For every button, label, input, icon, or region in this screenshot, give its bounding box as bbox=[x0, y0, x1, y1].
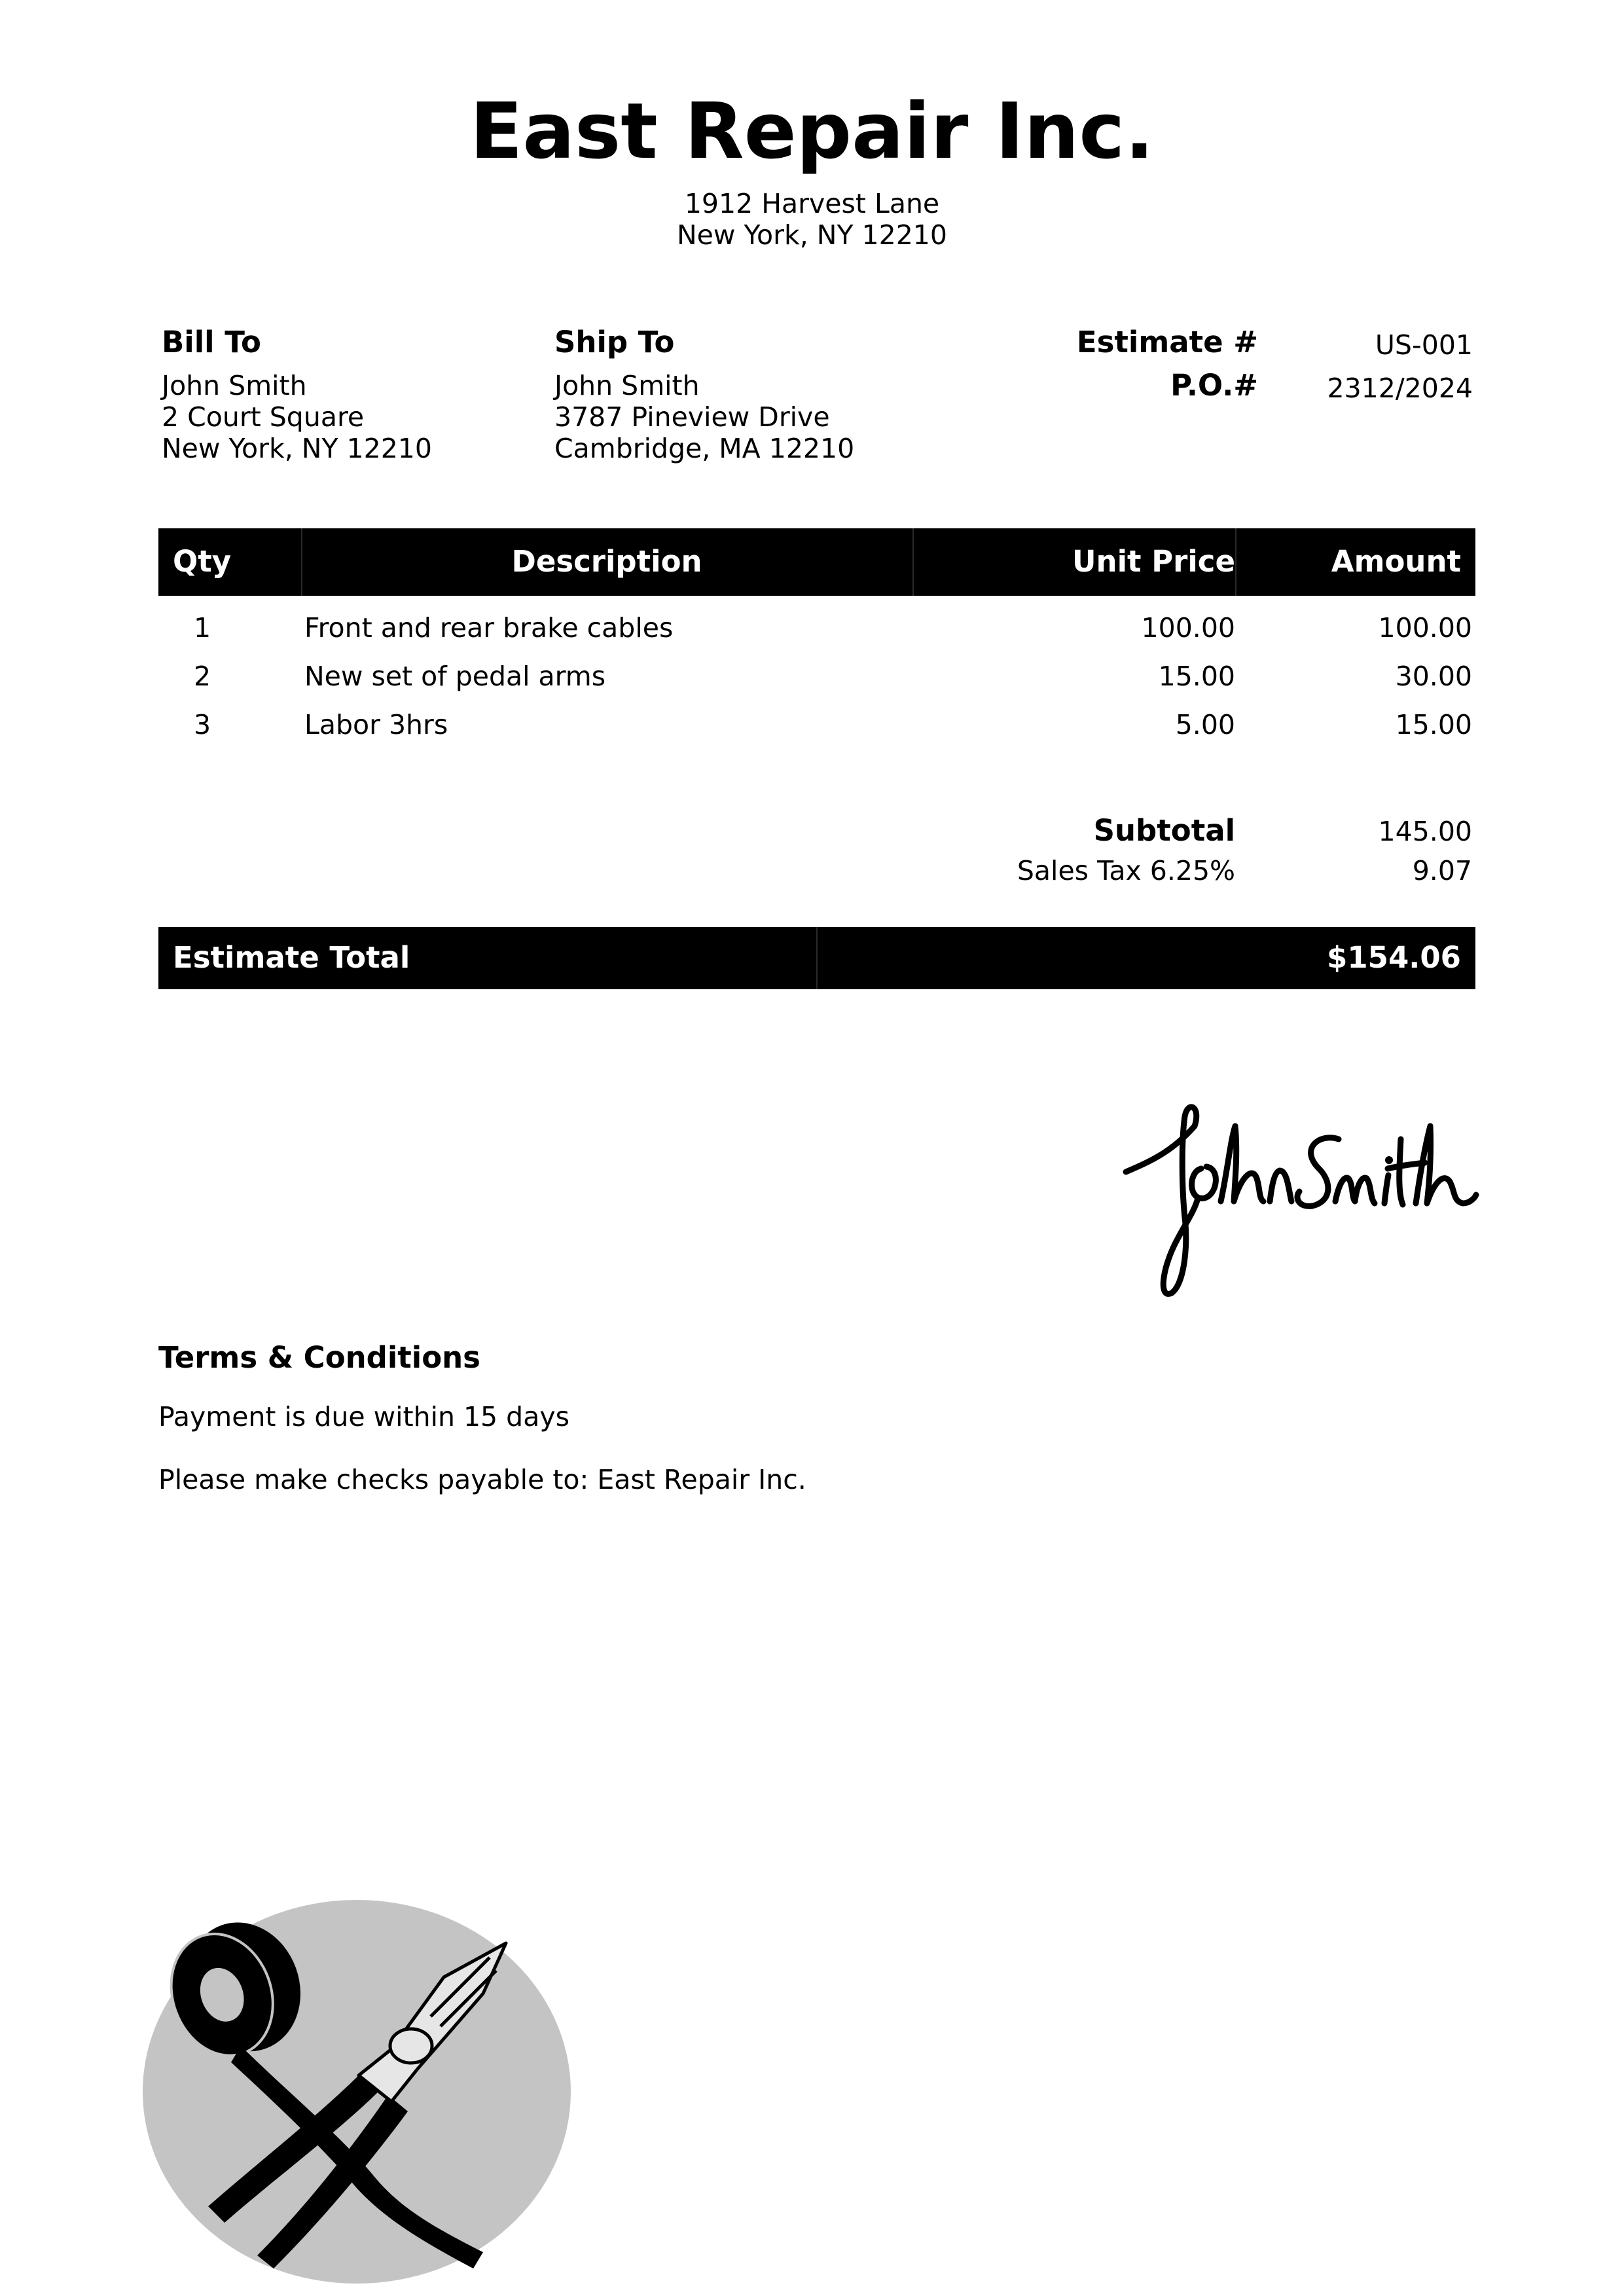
sales-tax-value: 9.07 bbox=[1412, 855, 1472, 886]
company-name: East Repair Inc. bbox=[469, 86, 1155, 176]
estimate-number-value: US-001 bbox=[1375, 329, 1473, 361]
terms-line2: Please make checks payable to: East Repair Inc. bbox=[158, 1464, 806, 1495]
row-unit-price: 100.00 bbox=[1141, 612, 1235, 644]
ship-to-block bbox=[554, 324, 854, 464]
row-amount: 15.00 bbox=[1395, 709, 1472, 740]
tape-and-pliers-icon bbox=[143, 1899, 571, 2285]
ship-to-heading: Ship To bbox=[554, 325, 675, 359]
ship-to-line2: Cambridge, MA 12210 bbox=[554, 433, 855, 464]
signature-graphic bbox=[1123, 1087, 1479, 1309]
row-unit-price: 5.00 bbox=[1175, 709, 1235, 740]
row-qty: 2 bbox=[193, 661, 211, 692]
bill-to-line1: 2 Court Square bbox=[162, 401, 365, 433]
signature bbox=[1123, 1087, 1479, 1309]
company-address-line1: 1912 Harvest Lane bbox=[684, 188, 940, 219]
row-description: New set of pedal arms bbox=[304, 661, 606, 692]
terms-line1: Payment is due within 15 days bbox=[158, 1401, 569, 1432]
row-amount: 100.00 bbox=[1378, 612, 1472, 644]
po-number-label: P.O.# bbox=[1170, 368, 1258, 403]
header-unit-price: Unit Price bbox=[1072, 544, 1235, 579]
subtotal-label: Subtotal bbox=[1093, 813, 1235, 848]
row-description: Labor 3hrs bbox=[304, 709, 448, 740]
row-description: Front and rear brake cables bbox=[304, 612, 674, 644]
row-amount: 30.00 bbox=[1395, 661, 1472, 692]
ship-to-name: John Smith bbox=[554, 370, 700, 401]
company-address-line2: New York, NY 12210 bbox=[677, 219, 947, 251]
row-unit-price: 15.00 bbox=[1158, 661, 1235, 692]
estimate-total-bar bbox=[158, 927, 1475, 989]
ship-to-line1: 3787 Pineview Drive bbox=[554, 401, 830, 433]
header-qty: Qty bbox=[173, 544, 232, 579]
terms-heading: Terms & Conditions bbox=[158, 1340, 480, 1375]
company-logo bbox=[143, 1899, 571, 2285]
row-qty: 3 bbox=[193, 709, 211, 740]
po-number-value: 2312/2024 bbox=[1327, 373, 1473, 404]
bill-to-block bbox=[162, 324, 432, 464]
table-header bbox=[158, 528, 1475, 596]
subtotal-value: 145.00 bbox=[1378, 816, 1472, 847]
estimate-total-value: $154.06 bbox=[1327, 940, 1461, 975]
header-description: Description bbox=[511, 544, 702, 579]
table-row bbox=[158, 709, 1475, 757]
estimate-total-label: Estimate Total bbox=[173, 940, 410, 975]
bill-to-name: John Smith bbox=[162, 370, 307, 401]
sales-tax-label: Sales Tax 6.25% bbox=[1017, 855, 1235, 886]
estimate-number-label: Estimate # bbox=[1076, 325, 1258, 359]
row-qty: 1 bbox=[193, 612, 211, 644]
table-row bbox=[158, 661, 1475, 709]
bill-to-heading: Bill To bbox=[162, 325, 261, 359]
table-row bbox=[158, 612, 1475, 661]
bill-to-line2: New York, NY 12210 bbox=[162, 433, 432, 464]
header-amount: Amount bbox=[1331, 544, 1461, 579]
